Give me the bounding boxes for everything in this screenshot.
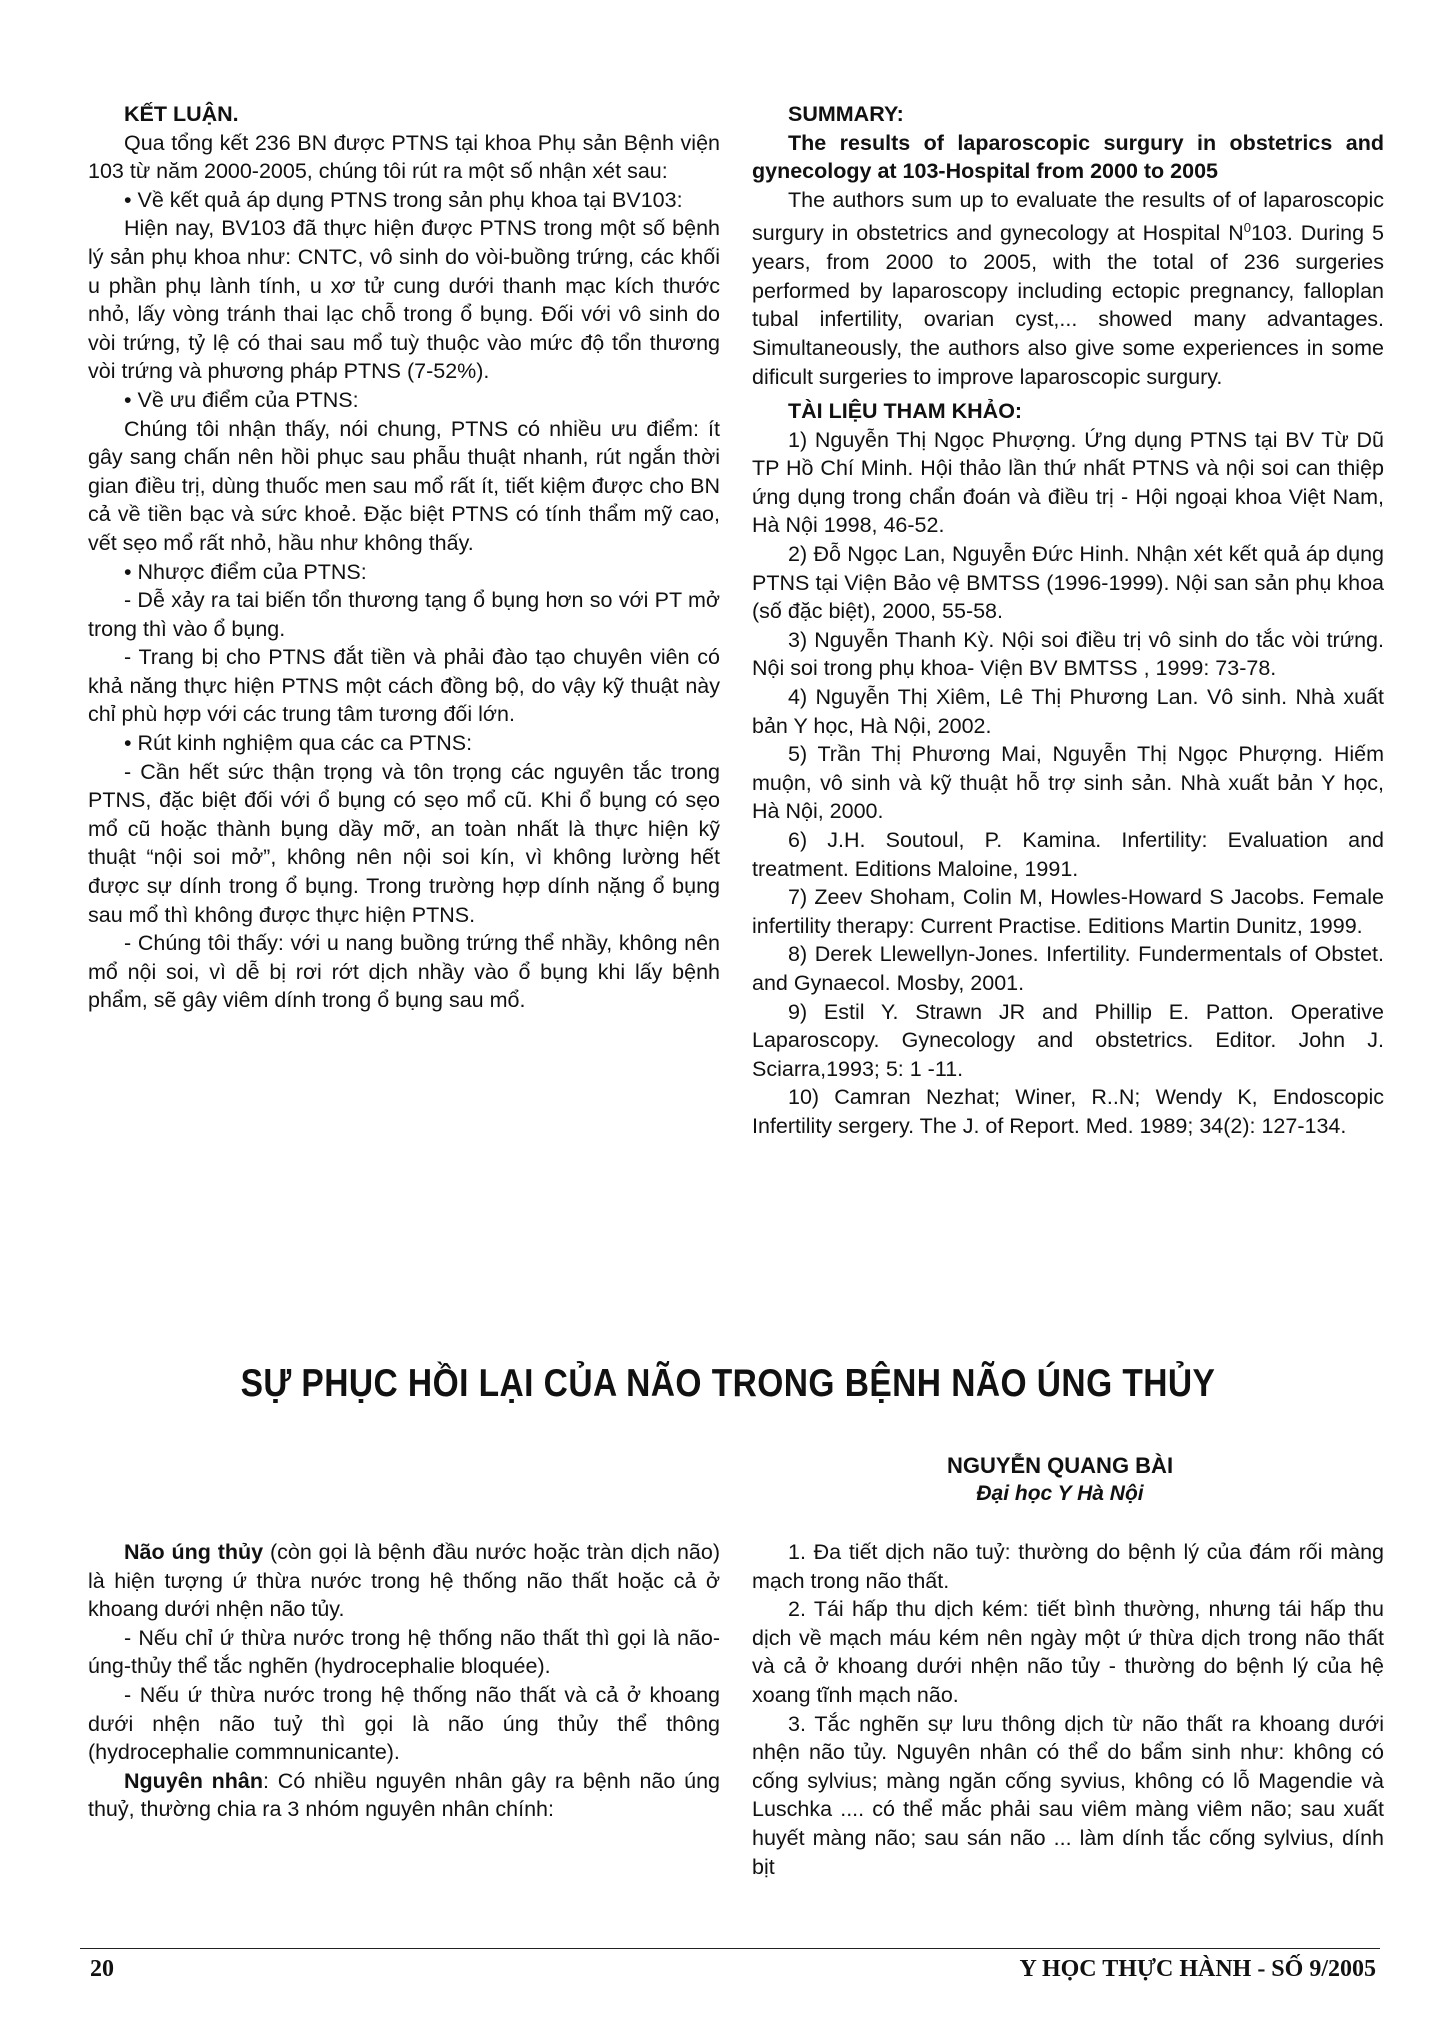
summary-body-a: The authors sum up to evaluate the results of of laparoscopic surgury in obstetrics and gynecology at Hospital N (752, 187, 1384, 246)
hydro-type-communicating: - Nếu ứ thừa nước trong hệ thống não thất và cả ở khoang dưới nhện não tuỷ thì gọi là não úng thủy thể thông (hydrocephalie commnunicante). (88, 1682, 720, 1765)
page-number: 20 (90, 1956, 114, 1982)
conclusion-disadvantage-2: - Trang bị cho PTNS đắt tiền và phải đào tạo chuyên viên có khả năng thực hiện PTNS một cách đồng bộ, do vậy kỹ thuật này chỉ phù hợp với các trung tâm tương đối lớn. (88, 645, 720, 727)
hydro-definition (88, 1538, 720, 1624)
cause-2: 2. Tái hấp thu dịch kém: tiết bình thường, nhưng tái hấp thu dịch về mạch máu kém nên ngày một ứ thừa dịch trong não thất và cả ở khoang dưới nhện não tủy - thường do bệnh lý của hệ xoang tĩnh mạch não. (752, 1597, 1384, 1707)
reference-item: 6) J.H. Soutoul, P. Kamina. Infertility: Evaluation and treatment. Editions Maloine, 1991. (752, 828, 1384, 881)
conclusion-results-text: Hiện nay, BV103 đã thực hiện được PTNS trong một số bệnh lý sản phụ khoa như: CNTC, vô sinh do vòi-buồng trứng, các khối u phần phụ lành tính, u xơ tử cung dưới thanh mạc kích thước nhỏ, lấy vòng tránh thai lạc chỗ trong ổ bụng. Đối với vô sinh do vòi trứng, tỷ lệ có thai sau mổ tuỳ thuộc vào mức độ tổn thương vòi trứng và phương pháp PTNS (7-52%). (88, 216, 720, 384)
conclusion-bullet-results: • Về kết quả áp dụng PTNS trong sản phụ khoa tại BV103: (124, 187, 683, 212)
summary-title: The results of laparoscopic surgury in obstetrics and gynecology at 103-Hospital from 2000 to 2005 (752, 130, 1384, 184)
hydro-definition-text: (còn gọi là bệnh đầu nước hoặc tràn dịch não) là hiện tượng ứ thừa nước trong hệ thống não thất hoặc cả ở khoang dưới nhện não tủy. (88, 1540, 720, 1622)
summary-column (752, 100, 1384, 1141)
reference-item: 7) Zeev Shoham, Colin M, Howles-Howard S Jacobs. Female infertility therapy: Current Practise. Editions Martin Dunitz, 1999. (752, 885, 1384, 938)
reference-item: 2) Đỗ Ngọc Lan, Nguyễn Đức Hinh. Nhận xét kết quả áp dụng PTNS tại Viện Bảo vệ BMTSS (1996-1999). Nội san sản phụ khoa (số đặc biệt), 2000, 55-58. (752, 542, 1384, 624)
reference-item: 5) Trần Thị Phương Mai, Nguyễn Thị Ngọc Phượng. Hiếm muộn, vô sinh và kỹ thuật hỗ trợ sinh sản. Nhà xuất bản Y học, Hà Nội, 2000. (752, 742, 1384, 824)
reference-item: 3) Nguyễn Thanh Kỳ. Nội soi điều trị vô sinh do tắc vòi trứng. Nội soi trong phụ khoa- Viện BV BMTSS , 1999: 73-78. (752, 627, 1384, 681)
conclusion-lesson-1: - Cần hết sức thận trọng và tôn trọng các nguyên tắc trong PTNS, đặc biệt đối với ổ bụng có sẹo mổ cũ. Khi ổ bụng có sẹo mổ cũ hoặc thành bụng dầy mỡ, an toàn nhất là thực hiện kỹ thuật “nội soi mở”, không nên nội soi kín, vì không lường hết được sự dính trong ổ bụng. Trong trường hợp dính nặng ổ bụng sau mổ thì không được thực hiện PTNS. (88, 759, 720, 927)
hydro-causes-term: Nguyên nhân (124, 1768, 263, 1793)
conclusion-advantages-text: Chúng tôi nhận thấy, nói chung, PTNS có nhiều ưu điểm: ít gây sang chấn nên hồi phục sau phẫu thuật nhanh, rút ngắn thời gian điều trị, dùng thuốc men sau mổ rất ít, tiết kiệm được cho BN cả về tiền bạc và sức khoẻ. Đặc biệt PTNS có tính thẩm mỹ cao, vết sẹo mổ rất nhỏ, hầu như không thấy. (88, 416, 720, 555)
reference-item: 4) Nguyễn Thị Xiêm, Lê Thị Phương Lan. Vô sinh. Nhà xuất bản Y học, Hà Nội, 2002. (752, 685, 1384, 738)
footer-rule (80, 1948, 1380, 1949)
conclusion-bullet-disadvantages: • Nhược điểm của PTNS: (124, 559, 367, 584)
conclusion-column (88, 100, 720, 1015)
article-affiliation: Đại học Y Hà Nội (976, 1482, 1144, 1505)
cause-3: 3. Tắc nghẽn sự lưu thông dịch từ não thất ra khoang dưới nhện não tủy. Nguyên nhân có thể do bẩm sinh như: không có cống sylvius; màng ngăn cống syvius, không có lỗ Magendie và Luschka .... có thể mắc phải sau viêm màng viêm não; sau xuất huyết màng não; sau sán não ... làm dính tắc cống sylvius, dính bịt (752, 1711, 1384, 1879)
article-title: SỰ PHỤC HỒI LẠI CỦA NÃO TRONG BỆNH NÃO ÚNG THỦY (240, 1362, 1216, 1405)
hydro-term: Não úng thủy (124, 1540, 264, 1564)
summary-heading: SUMMARY: (788, 102, 904, 126)
conclusion-bullet-advantages: • Về ưu điểm của PTNS: (124, 387, 359, 412)
hydrocephalus-left-column (88, 1538, 720, 1824)
summary-body (752, 186, 1384, 391)
references-list (752, 426, 1384, 1141)
conclusion-intro: Qua tổng kết 236 BN được PTNS tại khoa Phụ sản Bệnh viện 103 từ năm 2000-2005, chúng tôi rút ra một số nhận xét sau: (88, 130, 720, 184)
hydro-causes-text: : Có nhiều nguyên nhân gây ra bệnh não úng thuỷ, thường chia ra 3 nhóm nguyên nhân chính: (88, 1768, 720, 1822)
reference-item: 8) Derek Llewellyn-Jones. Infertility. Fundermentals of Obstet. and Gynaecol. Mosby, 2001. (752, 942, 1384, 995)
conclusion-heading: KẾT LUẬN. (124, 102, 239, 126)
hydro-causes-intro (88, 1767, 720, 1824)
reference-item: 1) Nguyễn Thị Ngọc Phượng. Ứng dụng PTNS tại BV Từ Dũ TP Hồ Chí Minh. Hội thảo lần thứ nhất PTNS và nội soi can thiệp ứng dụng trong chẩn đoán và điều trị - Hội ngoại khoa Việt Nam, Hà Nội 1998, 46-52. (752, 427, 1384, 538)
conclusion-bullet-lessons: • Rút kinh nghiệm qua các ca PTNS: (124, 731, 473, 756)
reference-item: 9) Estil Y. Strawn JR and Phillip E. Patton. Operative Laparoscopy. Gynecology and obstetrics. Editor. John J. Sciarra,1993; 5: 1 -11. (752, 999, 1384, 1081)
summary-sup: 0 (1243, 220, 1251, 236)
summary-body-b: 103. During 5 years, from 2000 to 2005, with the total of 236 surgeries performed by laparoscopy including ectopic pregnancy, falloplan tubal infertility, ovarian cyst,... showed many advantages. Simultaneously, the authors also give some experiences in some dificult surgeries to improve laparoscopic surgury. (752, 221, 1384, 389)
journal-name: Y HỌC THỰC HÀNH - SỐ 9/2005 (1019, 1956, 1376, 1982)
reference-item: 10) Camran Nezhat; Winer, R..N; Wendy K, Endoscopic Infertility sergery. The J. of Report. Med. 1989; 34(2): 127-134. (752, 1085, 1384, 1138)
hydrocephalus-right-column (752, 1538, 1384, 1881)
cause-1: 1. Đa tiết dịch não tuỷ: thường do bệnh lý của đám rối màng mạch trong não thất. (752, 1540, 1384, 1593)
hydro-type-obstructive: - Nếu chỉ ứ thừa nước trong hệ thống não thất thì gọi là não-úng-thủy thể tắc nghẽn (hydrocephalie bloquée). (88, 1625, 720, 1679)
conclusion-lesson-2: - Chúng tôi thấy: với u nang buồng trứng thể nhầy, không nên mổ nội soi, vì dễ bị rơi rớt dịch nhầy vào ổ bụng khi lấy bệnh phẩm, sẽ gây viêm dính trong ổ bụng sau mổ. (88, 931, 720, 1013)
conclusion-disadvantage-1: - Dễ xảy ra tai biến tổn thương tạng ổ bụng hơn so với PT mở trong thì vào ổ bụng. (88, 588, 720, 641)
references-heading: TÀI LIỆU THAM KHẢO: (788, 399, 1023, 424)
article-author: NGUYỄN QUANG BÀI (946, 1453, 1174, 1478)
